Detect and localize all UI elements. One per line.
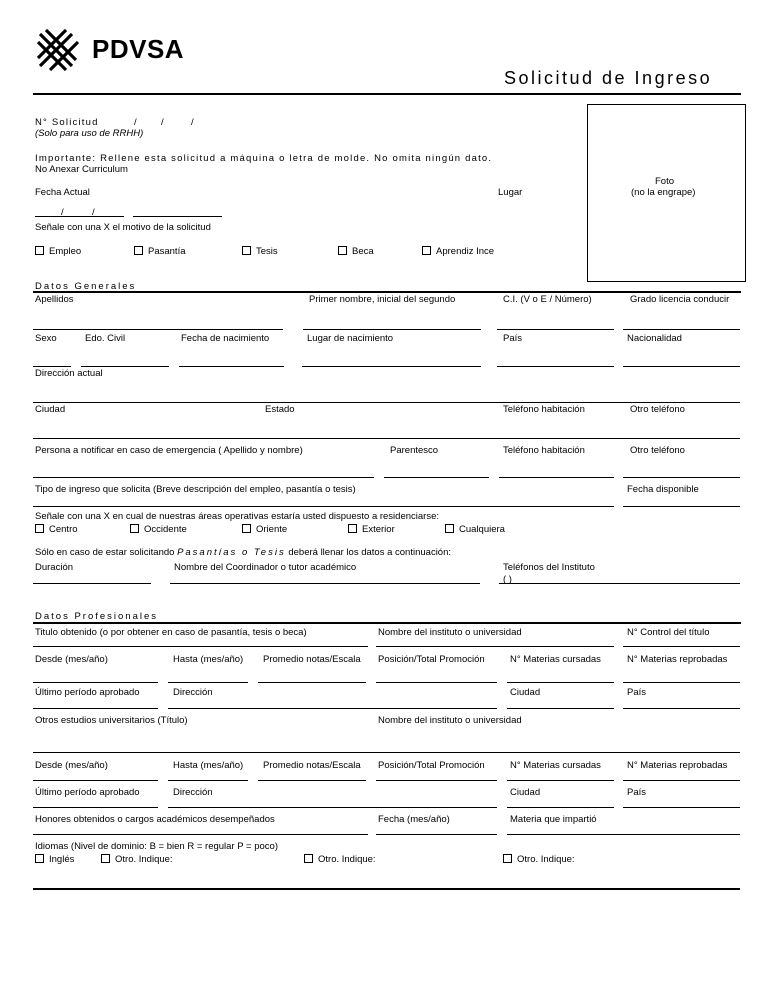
checkbox-icon[interactable] [338,246,347,255]
pais-prof-label-2: País [627,787,647,798]
tel-instituto-field[interactable] [499,583,740,584]
lugar-nac-field[interactable] [302,366,481,367]
otro-tel-label-2: Otro teléfono [630,445,685,456]
area-centro[interactable]: Centro [35,524,78,535]
brand-name: PDVSA [92,34,185,64]
direccion-label: Dirección actual [35,368,103,379]
direccion-field[interactable] [33,402,740,403]
pais-prof-field[interactable] [623,708,740,709]
slash-1: / [134,117,137,128]
posicion-field[interactable] [376,682,497,683]
pdvsa-logo-icon [36,26,80,74]
ultimo-field[interactable] [33,708,158,709]
nombre-inst-label: Nombre del instituto o universidad [378,627,522,638]
motivo-beca[interactable]: Beca [338,246,374,257]
titulo-field[interactable] [33,646,368,647]
duracion-field[interactable] [33,583,151,584]
ciudad-label: Ciudad [35,404,66,415]
posicion-label: Posición/Total Promoción [378,654,485,665]
pais-field[interactable] [497,366,614,367]
senale-areas: Señale con una X en cual de nuestras áreas operativas estaría usted dispuesto a residenciarse: [35,511,440,522]
tel-hab-label-2: Teléfono habitación [503,445,585,456]
motivo-empleo[interactable]: Empleo [35,246,81,257]
solicitud-label: N° Solicitud [35,117,99,128]
direccion-prof-field-2[interactable] [168,807,497,808]
motivo-pasantia[interactable]: Pasantía [134,246,186,257]
fecha-nac-label: Fecha de nacimiento [181,333,270,344]
otros-field[interactable] [33,752,740,753]
pais-prof-label: País [627,687,647,698]
fecha-mes-field[interactable] [376,834,497,835]
materia-field[interactable] [507,834,740,835]
fecha-nac-field[interactable] [179,366,284,367]
ciudad-prof-field[interactable] [507,708,614,709]
page-title: Solicitud de Ingreso [504,68,713,88]
idioma-otro-3[interactable]: Otro. Indique: [503,854,575,865]
mat-reprobadas-field-2[interactable] [623,780,740,781]
coordinador-field[interactable] [170,583,480,584]
foto-sub-label: (no la engrape) [631,187,696,198]
area-cualquiera[interactable]: Cualquiera [445,524,505,535]
fecha-mes-label: Fecha (mes/año) [378,814,450,825]
fecha-disp-label: Fecha disponible [627,484,699,495]
pais-label: País [503,333,523,344]
parentesco-label: Parentesco [390,445,439,456]
checkbox-icon[interactable] [242,246,251,255]
fecha-line-2 [133,216,222,217]
section-datos-generales: Datos Generales [35,281,137,292]
ultimo-label: Último período aprobado [35,687,140,698]
nombre-inst-field[interactable] [376,646,614,647]
control-label: N° Control del título [627,627,710,638]
idiomas-label: Idiomas (Nivel de dominio: B = bien R = regular P = poco) [35,841,278,852]
importante-note: Importante: Rellene esta solicitud a máquina o letra de molde. No omita ningún dato. [35,153,493,164]
bottom-divider [33,888,740,890]
checkbox-icon[interactable] [101,854,110,863]
solo-caso-note: Sólo en caso de estar solicitando Pasantías o Tesis deberá llenar los datos a continuación: [35,547,452,558]
hasta-label-2: Hasta (mes/año) [173,760,244,771]
nombre-inst-label-2: Nombre del instituto o universidad [378,715,522,726]
control-field[interactable] [623,646,740,647]
coordinador-label: Nombre del Coordinador o tutor académico [174,562,357,573]
edo-civil-label: Edo. Civil [85,333,126,344]
ci-field[interactable] [497,329,614,330]
ci-label: C.I. (V o E / Número) [503,294,592,305]
checkbox-icon[interactable] [304,854,313,863]
idioma-otro-1[interactable]: Otro. Indique: [101,854,173,865]
primer-nombre-label: Primer nombre, inicial del segundo [309,294,456,305]
mat-cursadas-label-2: N° Materias cursadas [510,760,601,771]
fecha-actual-label: Fecha Actual [35,187,90,198]
lugar-nac-label: Lugar de nacimiento [307,333,394,344]
promedio-field[interactable] [258,682,366,683]
hasta-field-2[interactable] [168,780,248,781]
edo-civil-field[interactable] [81,366,169,367]
desde-field-2[interactable] [33,780,158,781]
tipo-ingreso-label: Tipo de ingreso que solicita (Breve descripción del empleo, pasantía o tesis) [35,484,356,495]
persona-field[interactable] [33,477,374,478]
tel-hab-field-2[interactable] [499,477,614,478]
checkbox-icon[interactable] [503,854,512,863]
apellidos-label: Apellidos [35,294,74,305]
checkbox-icon[interactable] [445,524,454,533]
nacionalidad-label: Nacionalidad [627,333,682,344]
motivo-tesis[interactable]: Tesis [242,246,278,257]
desde-label-2: Desde (mes/año) [35,760,108,771]
hasta-field[interactable] [168,682,248,683]
profesionales-divider [33,622,741,624]
promedio-label-2: Promedio notas/Escala [263,760,361,771]
direccion-prof-label: Dirección [173,687,213,698]
direccion-prof-label-2: Dirección [173,787,213,798]
ciudad-prof-label-2: Ciudad [510,787,541,798]
checkbox-icon[interactable] [35,854,44,863]
mat-cursadas-field-2[interactable] [507,780,614,781]
materia-label: Materia que impartió [510,814,597,825]
tel-instituto-paren: ( ) [503,574,512,585]
area-occidente[interactable]: Occidente [130,524,187,535]
mat-cursadas-field[interactable] [507,682,614,683]
promedio-label: Promedio notas/Escala [263,654,361,665]
direccion-prof-field[interactable] [168,708,497,709]
checkbox-icon[interactable] [134,246,143,255]
senale-motivo: Señale con una X el motivo de la solicitud [35,222,211,233]
sexo-label: Sexo [35,333,57,344]
otro-tel-label: Otro teléfono [630,404,685,415]
duracion-label: Duración [35,562,74,573]
tipo-ingreso-field[interactable] [33,506,614,507]
generales-divider [33,291,741,293]
pais-prof-field-2[interactable] [623,807,740,808]
mat-cursadas-label: N° Materias cursadas [510,654,601,665]
area-exterior[interactable]: Exterior [348,524,395,535]
foto-label: Foto [655,176,675,187]
sexo-field[interactable] [33,366,71,367]
grado-label: Grado licencia conducir [630,294,730,305]
fecha-slash-2: / [92,207,95,218]
otro-tel-field-2[interactable] [623,477,740,478]
posicion-label-2: Posición/Total Promoción [378,760,485,771]
mat-reprobadas-label-2: N° Materias reprobadas [627,760,728,771]
tel-hab-label: Teléfono habitación [503,404,585,415]
slash-3: / [191,117,194,128]
honores-field[interactable] [33,834,368,835]
checkbox-icon[interactable] [242,524,251,533]
checkbox-icon[interactable] [35,246,44,255]
nacionalidad-field[interactable] [623,366,740,367]
tel-instituto-label: Teléfonos del Instituto [503,562,595,573]
motivo-aprendiz[interactable]: Aprendiz Ince [422,246,494,257]
checkbox-icon[interactable] [348,524,357,533]
primer-nombre-field[interactable] [303,329,481,330]
ciudad-prof-label: Ciudad [510,687,541,698]
no-anexar-note: No Anexar Curriculum [35,164,128,175]
idioma-ingles[interactable]: Inglés [35,854,74,865]
ultimo-label-2: Último período aprobado [35,787,140,798]
idioma-otro-2[interactable]: Otro. Indique: [304,854,376,865]
promedio-field-2[interactable] [258,780,366,781]
desde-field[interactable] [33,682,158,683]
estado-label: Estado [265,404,295,415]
header-divider [33,93,741,95]
lugar-label: Lugar [498,187,523,198]
fecha-line [35,216,124,217]
solo-rrhh-note: (Solo para uso de RRHH) [35,128,144,139]
fecha-disp-field[interactable] [623,506,740,507]
posicion-field-2[interactable] [376,780,497,781]
parentesco-field[interactable] [384,477,489,478]
ciudad-estado-field[interactable] [33,438,740,439]
ciudad-prof-field-2[interactable] [507,807,614,808]
honores-label: Honores obtenidos o cargos académicos desempeñados [35,814,275,825]
apellidos-field[interactable] [33,329,283,330]
section-datos-profesionales: Datos Profesionales [35,611,159,622]
desde-label: Desde (mes/año) [35,654,108,665]
checkbox-icon[interactable] [35,524,44,533]
area-oriente[interactable]: Oriente [242,524,287,535]
hasta-label: Hasta (mes/año) [173,654,244,665]
persona-notificar-label: Persona a notificar en caso de emergencia ( Apellido y nombre) [35,445,303,456]
ultimo-field-2[interactable] [33,807,158,808]
mat-reprobadas-field[interactable] [623,682,740,683]
checkbox-icon[interactable] [130,524,139,533]
titulo-label: Titulo obtenido (o por obtener en caso de pasantía, tesis o beca) [35,627,307,638]
fecha-slash-1: / [61,207,64,218]
grado-field[interactable] [623,329,740,330]
slash-2: / [161,117,164,128]
otros-label: Otros estudios universitarios (Título) [35,715,188,726]
checkbox-icon[interactable] [422,246,431,255]
mat-reprobadas-label: N° Materias reprobadas [627,654,728,665]
